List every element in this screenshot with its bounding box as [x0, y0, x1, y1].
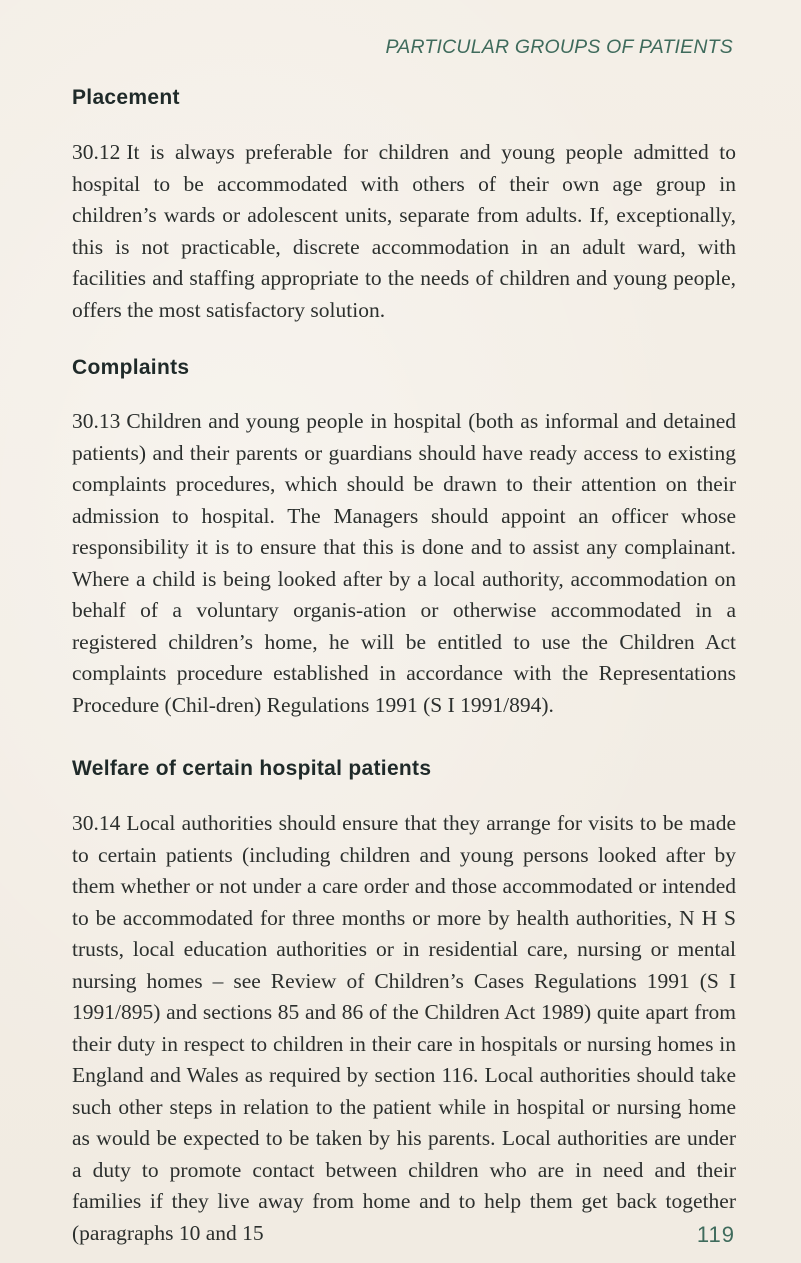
paragraph-30-13 — [72, 406, 736, 721]
section-heading-welfare: Welfare of certain hospital patients — [72, 757, 432, 780]
paragraph-text: Children and young people in hospital (both as informal and detained patients) and their parents or guardians should have ready access to existing complaints procedures, which should be drawn to their attention on their admission to hospital. The Managers should appoint an officer whose responsibility it is to ensure that this is done and to assist any complainant. Where a child is being looked after by a local authority, accommodation on behalf of a voluntary organis-ation or otherwise accommodated in a registered children’s home, he will be entitled to use the Children Act complaints procedure established in accordance with the Representations Procedure (Chil-dren) Regulations 1991 (S I 1991/894). — [72, 409, 736, 717]
paragraph-text: Local authorities should ensure that they arrange for visits to be made to certain patients (including children and young persons looked after by them whether or not under a care order and those accommodated or intended to be accommodated for three months or more by health authorities, N H S trusts, local education authorities or in residential care, nursing or mental nursing homes – see Review of Children’s Cases Regulations 1991 (S I 1991/895) and sections 85 and 86 of the Children Act 1989) quite apart from their duty in respect to children in their care in hospitals or nursing homes in England and Wales as required by section 116. Local authorities should take such other steps in relation to the patient while in hospital or nursing home as would be expected to be taken by his parents. Local authorities are under a duty to promote contact between children who are in need and their families if they live away from home and to help them get back together (paragraphs 10 and 15 — [72, 811, 736, 1245]
paragraph-number: 30.13 — [72, 409, 121, 433]
section-heading-placement: Placement — [72, 86, 180, 109]
paragraph-30-14 — [72, 808, 736, 1249]
paragraph-30-12 — [72, 137, 736, 326]
paragraph-number: 30.12 — [72, 140, 121, 164]
paragraph-text: It is always preferable for children and young people admitted to hospital to be accommodated with others of their own age group in children’s wards or adolescent units, separate from adults. If, exceptionally, this is not practicable, discrete accommodation in an adult ward, with facilities and staffing appropriate to the needs of children and young people, offers the most satisfactory solution. — [72, 140, 736, 322]
page-number: 119 — [696, 1222, 735, 1247]
paragraph-number: 30.14 — [72, 811, 121, 835]
running-header: PARTICULAR GROUPS OF PATIENTS — [385, 36, 733, 58]
section-heading-complaints: Complaints — [72, 356, 190, 379]
